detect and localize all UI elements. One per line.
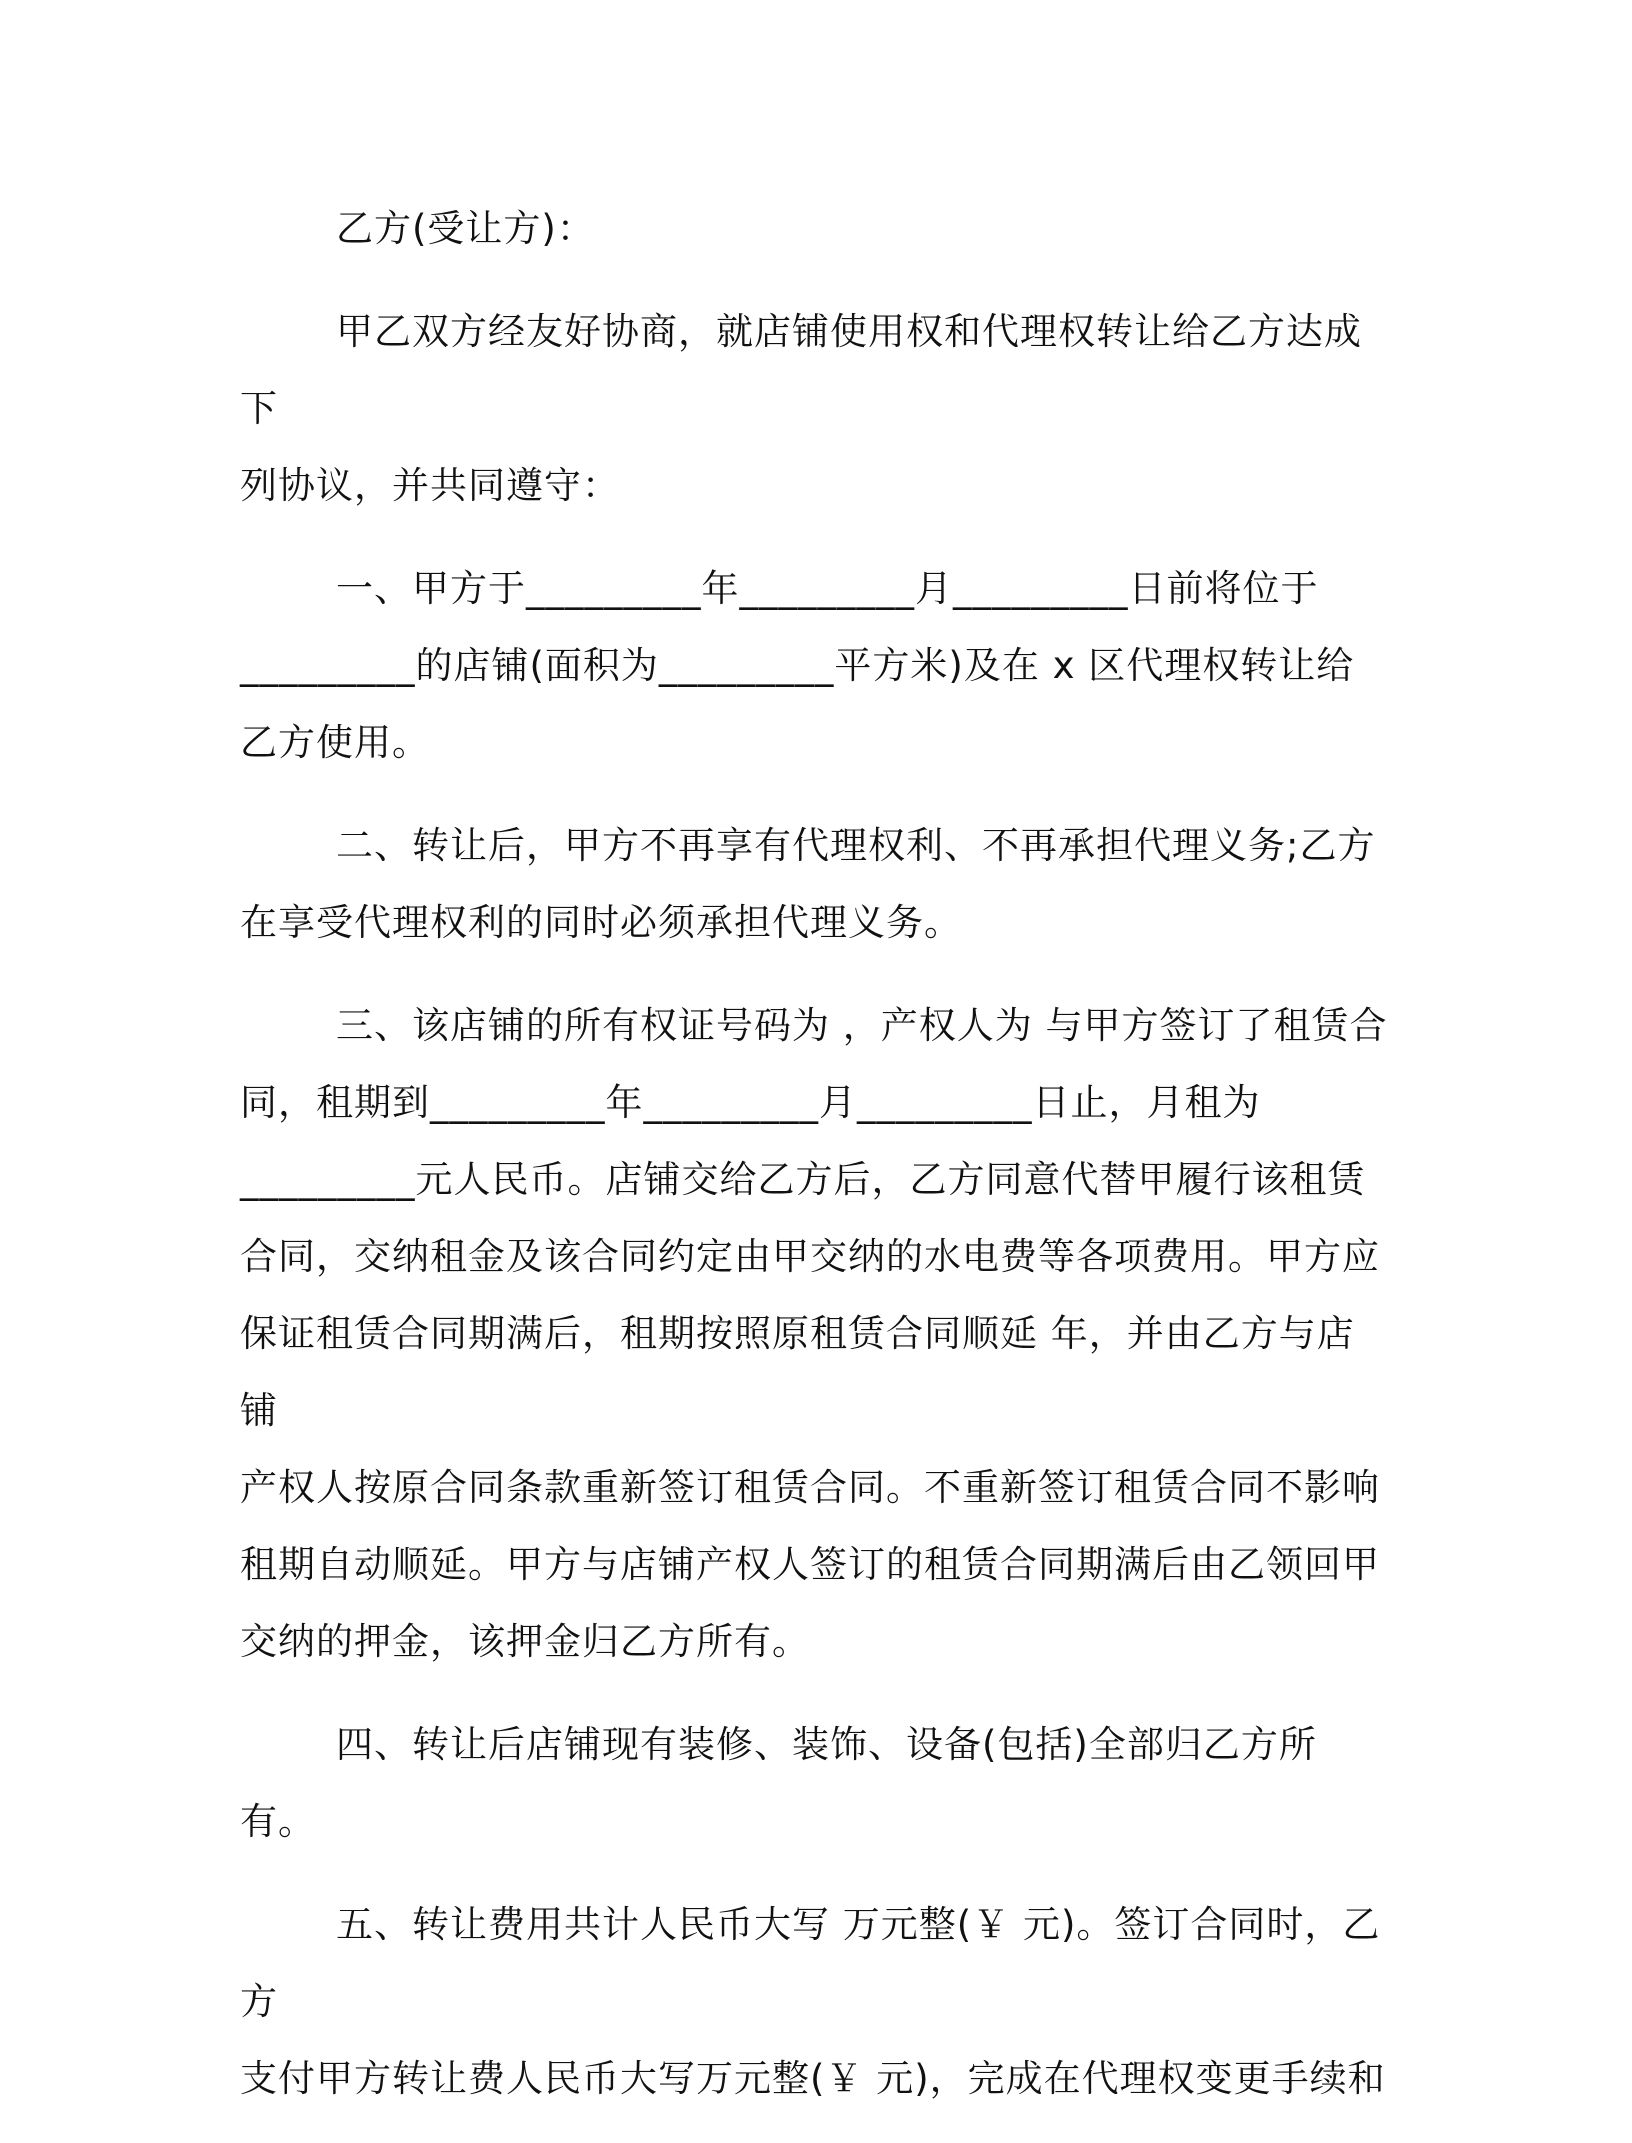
paragraph-line: 五、转让费用共计人民币大写 万元整(￥ 元)。签订合同时，乙方 bbox=[240, 1903, 1381, 2023]
paragraph-line: 合同，交纳租金及该合同约定由甲交纳的水电费等各项费用。甲方应 bbox=[240, 1235, 1380, 1278]
paragraph-line: 交纳的押金，该押金归乙方所有。 bbox=[240, 1620, 810, 1663]
paragraph-line: 租期自动顺延。甲方与店铺产权人签订的租赁合同期满后由乙领回甲 bbox=[240, 1543, 1380, 1586]
paragraph-line: 乙方使用。 bbox=[240, 721, 430, 764]
paragraph-party-b bbox=[240, 190, 1390, 267]
paragraph-line: 支付甲方转让费人民币大写万元整(￥ 元)，完成在代理权变更手续和 bbox=[240, 2057, 1386, 2100]
paragraph-line: 同，租期到_________年_________月_________日止，月租为 bbox=[240, 1081, 1261, 1124]
paragraph-line: 三、该店铺的所有权证号码为 ，产权人为 与甲方签订了租赁合 bbox=[336, 1004, 1388, 1047]
paragraph-line: 二、转让后，甲方不再享有代理权利、不再承担代理义务;乙方 bbox=[336, 824, 1376, 867]
paragraph-line: 乙方(受让方)： bbox=[336, 207, 595, 250]
paragraph-line: 保证租赁合同期满后，租期按照原租赁合同顺延 年，并由乙方与店铺 bbox=[240, 1312, 1355, 1432]
paragraph-line: _________的店铺(面积为_________平方米)及在 x 区代理权转让给 bbox=[240, 644, 1355, 687]
paragraph-line: 在享受代理权利的同时必须承担代理义务。 bbox=[240, 901, 962, 944]
paragraph-clause-3 bbox=[240, 987, 1390, 1680]
paragraph-line: 一、甲方于_________年_________月_________日前将位于 bbox=[336, 567, 1319, 610]
document-body bbox=[240, 190, 1390, 2143]
paragraph-clause-1 bbox=[240, 550, 1390, 781]
paragraph-line: 产权人按原合同条款重新签订租赁合同。不重新签订租赁合同不影响 bbox=[240, 1466, 1380, 1509]
paragraph-line: 甲乙双方经友好协商，就店铺使用权和代理权转让给乙方达成下 bbox=[240, 310, 1362, 430]
paragraph-line: 列协议，并共同遵守： bbox=[240, 464, 620, 507]
paragraph-preamble bbox=[240, 293, 1390, 524]
paragraph-clause-5 bbox=[240, 1886, 1390, 2117]
paragraph-clause-4 bbox=[240, 1706, 1390, 1860]
paragraph-line: _________元人民币。店铺交给乙方后，乙方同意代替甲履行该租赁 bbox=[240, 1158, 1366, 1201]
paragraph-clause-2 bbox=[240, 807, 1390, 961]
paragraph-line: 四、转让后店铺现有装修、装饰、设备(包括)全部归乙方所有。 bbox=[240, 1723, 1317, 1843]
